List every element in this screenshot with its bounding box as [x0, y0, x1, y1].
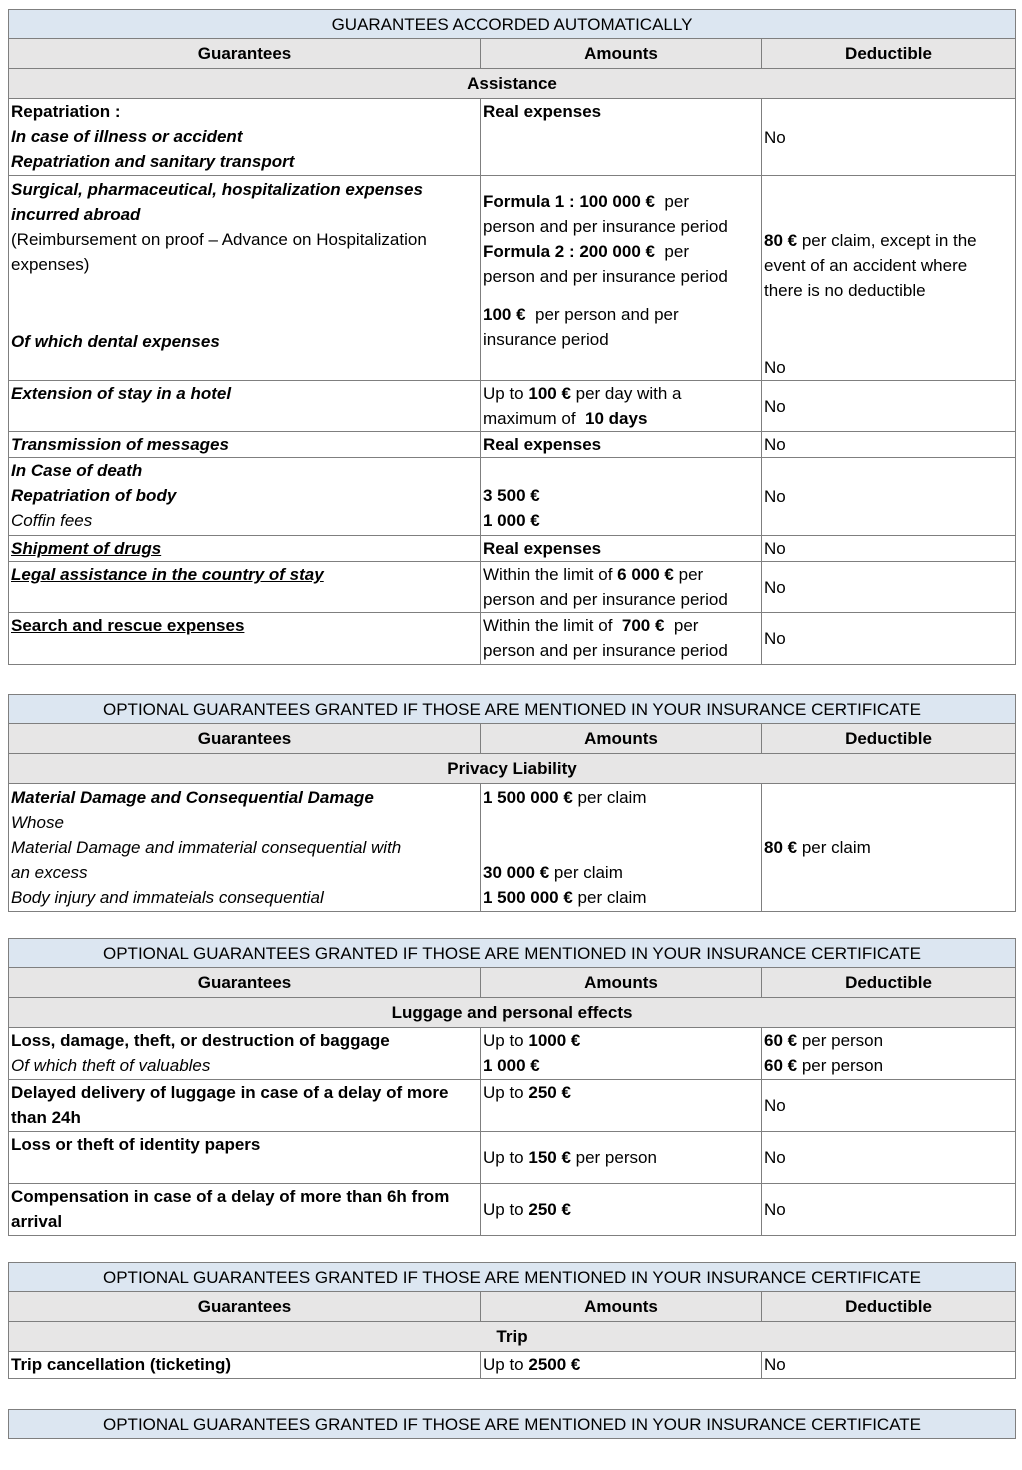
guarantee-cell: Extension of stay in a hotel — [9, 381, 481, 432]
table-row — [9, 381, 1016, 432]
col-header-deductible: Deductible — [762, 968, 1016, 998]
table-row — [9, 784, 1016, 912]
guarantee-cell: Legal assistance in the country of stay — [9, 562, 481, 613]
table-row — [9, 458, 1016, 536]
col-header-amounts: Amounts — [481, 39, 762, 69]
table-title: OPTIONAL GUARANTEES GRANTED IF THOSE ARE MENTIONED IN YOUR INSURANCE CERTIFICATE — [9, 1410, 1016, 1439]
col-header-guarantees: Guarantees — [9, 1292, 481, 1322]
amount-cell: Formula 1 : 100 000 € per person and per insurance period Formula 2 : 200 000 € per person and per insurance period 100 € per person and per insurance period — [481, 176, 762, 381]
guarantee-cell: Search and rescue expenses — [9, 613, 481, 665]
col-header-deductible: Deductible — [762, 39, 1016, 69]
guarantee-cell: Surgical, pharmaceutical, hospitalization expenses incurred abroad (Reimbursement on proof – Advance on Hospitalization expenses) Of which dental expenses — [9, 176, 481, 381]
deductible-cell: No — [762, 562, 1016, 613]
guarantee-cell: Material Damage and Consequential Damage Whose Material Damage and immaterial consequential with an excess Body injury and immateials consequential — [9, 784, 481, 912]
table-row — [9, 99, 1016, 176]
table-row — [9, 1080, 1016, 1132]
amount-cell: Up to 250 € — [481, 1080, 762, 1132]
luggage-table — [8, 938, 1016, 1236]
amount-cell: Up to 2500 € — [481, 1352, 762, 1379]
col-header-guarantees: Guarantees — [9, 39, 481, 69]
table-row — [9, 536, 1016, 562]
col-header-amounts: Amounts — [481, 724, 762, 754]
col-header-deductible: Deductible — [762, 724, 1016, 754]
table-title: OPTIONAL GUARANTEES GRANTED IF THOSE ARE MENTIONED IN YOUR INSURANCE CERTIFICATE — [9, 695, 1016, 724]
deductible-cell: No — [762, 1184, 1016, 1236]
table-title: OPTIONAL GUARANTEES GRANTED IF THOSE ARE MENTIONED IN YOUR INSURANCE CERTIFICATE — [9, 939, 1016, 968]
guarantee-cell: In Case of death Repatriation of body Coffin fees — [9, 458, 481, 536]
table-row — [9, 613, 1016, 665]
section-heading: Privacy Liability — [9, 754, 1016, 784]
deductible-cell: No — [762, 1132, 1016, 1184]
col-header-guarantees: Guarantees — [9, 968, 481, 998]
guarantee-cell: Compensation in case of a delay of more than 6h from arrival — [9, 1184, 481, 1236]
amount-cell: 1 500 000 € per claim 30 000 € per claim 1 500 000 € per claim — [481, 784, 762, 912]
deductible-cell: 80 € per claim — [762, 784, 1016, 912]
section-heading: Trip — [9, 1322, 1016, 1352]
deductible-cell: No — [762, 432, 1016, 458]
amount-cell: Up to 100 € per day with a maximum of 10 days — [481, 381, 762, 432]
amount-cell: Real expenses — [481, 536, 762, 562]
amount-cell: 3 500 € 1 000 € — [481, 458, 762, 536]
automatic-guarantees-table — [8, 9, 1016, 665]
amount-cell: Within the limit of 6 000 € per person and per insurance period — [481, 562, 762, 613]
guarantee-cell: Shipment of drugs — [9, 536, 481, 562]
guarantee-cell: Loss, damage, theft, or destruction of baggage Of which theft of valuables — [9, 1028, 481, 1080]
amount-cell: Real expenses — [481, 432, 762, 458]
table-row — [9, 1028, 1016, 1080]
guarantee-cell: Repatriation : In case of illness or accident Repatriation and sanitary transport — [9, 99, 481, 176]
amount-cell: Real expenses — [481, 99, 762, 176]
deductible-cell: No — [762, 99, 1016, 176]
col-header-amounts: Amounts — [481, 968, 762, 998]
deductible-cell: 60 € per person 60 € per person — [762, 1028, 1016, 1080]
col-header-guarantees: Guarantees — [9, 724, 481, 754]
deductible-cell: 80 € per claim, except in the event of an accident where there is no deductible No — [762, 176, 1016, 381]
amount-cell: Within the limit of 700 € per person and per insurance period — [481, 613, 762, 665]
guarantee-cell: Trip cancellation (ticketing) — [9, 1352, 481, 1379]
amount-cell: Up to 250 € — [481, 1184, 762, 1236]
col-header-amounts: Amounts — [481, 1292, 762, 1322]
col-header-deductible: Deductible — [762, 1292, 1016, 1322]
optional-guarantees-table-5 — [8, 1409, 1016, 1439]
table-title: OPTIONAL GUARANTEES GRANTED IF THOSE ARE MENTIONED IN YOUR INSURANCE CERTIFICATE — [9, 1263, 1016, 1292]
deductible-cell: No — [762, 1352, 1016, 1379]
amount-cell: Up to 1000 € 1 000 € — [481, 1028, 762, 1080]
table-row — [9, 1184, 1016, 1236]
trip-table — [8, 1262, 1016, 1379]
section-heading: Luggage and personal effects — [9, 998, 1016, 1028]
table-row — [9, 1132, 1016, 1184]
table-row — [9, 562, 1016, 613]
table-title: GUARANTEES ACCORDED AUTOMATICALLY — [9, 10, 1016, 39]
table-row — [9, 1352, 1016, 1379]
deductible-cell: No — [762, 536, 1016, 562]
amount-cell: Up to 150 € per person — [481, 1132, 762, 1184]
table-row — [9, 432, 1016, 458]
deductible-cell: No — [762, 458, 1016, 536]
privacy-liability-table — [8, 694, 1016, 912]
guarantee-cell: Delayed delivery of luggage in case of a delay of more than 24h — [9, 1080, 481, 1132]
guarantee-cell: Transmission of messages — [9, 432, 481, 458]
deductible-cell: No — [762, 381, 1016, 432]
guarantee-cell: Loss or theft of identity papers — [9, 1132, 481, 1184]
deductible-cell: No — [762, 613, 1016, 665]
deductible-cell: No — [762, 1080, 1016, 1132]
table-row — [9, 176, 1016, 381]
section-heading: Assistance — [9, 69, 1016, 99]
